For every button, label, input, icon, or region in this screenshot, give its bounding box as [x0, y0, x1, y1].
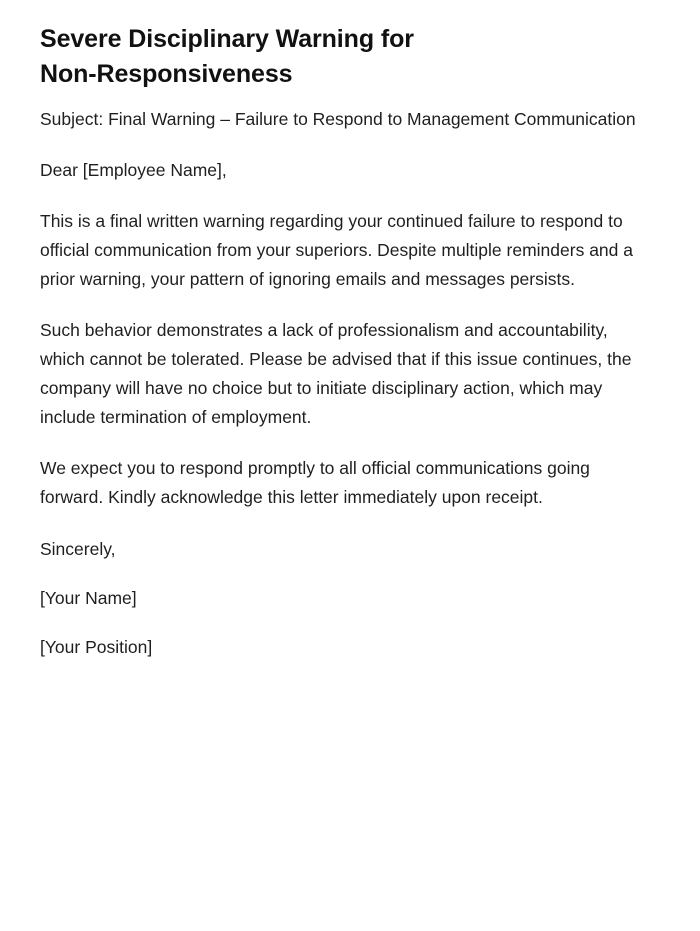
- page-title: Severe Disciplinary Warning for Non-Responsiveness: [40, 25, 414, 88]
- salutation: Dear [Employee Name],: [40, 160, 227, 181]
- body-paragraph-1: This is a final written warning regarding your continued failure to respond to official communication from your superiors. Despite multiple reminders and a prior warning, your pattern of ignoring emails and messages persists.: [40, 211, 633, 290]
- signature-position: [Your Position]: [40, 636, 153, 657]
- body-paragraph-2: Such behavior demonstrates a lack of professionalism and accountability, which cannot be tolerated. Please be advised that if this issue continues, the company will have no choice but to initiate disciplinary action, which may include termination of employment.: [40, 320, 632, 428]
- subject-line: Subject: Final Warning – Failure to Respond to Management Communication: [40, 109, 636, 129]
- signature-name: [Your Name]: [40, 587, 137, 608]
- body-paragraph-3: We expect you to respond promptly to all official communications going forward. Kindly acknowledge this letter immediately upon receipt.: [40, 458, 590, 508]
- closing-line: Sincerely,: [40, 538, 116, 559]
